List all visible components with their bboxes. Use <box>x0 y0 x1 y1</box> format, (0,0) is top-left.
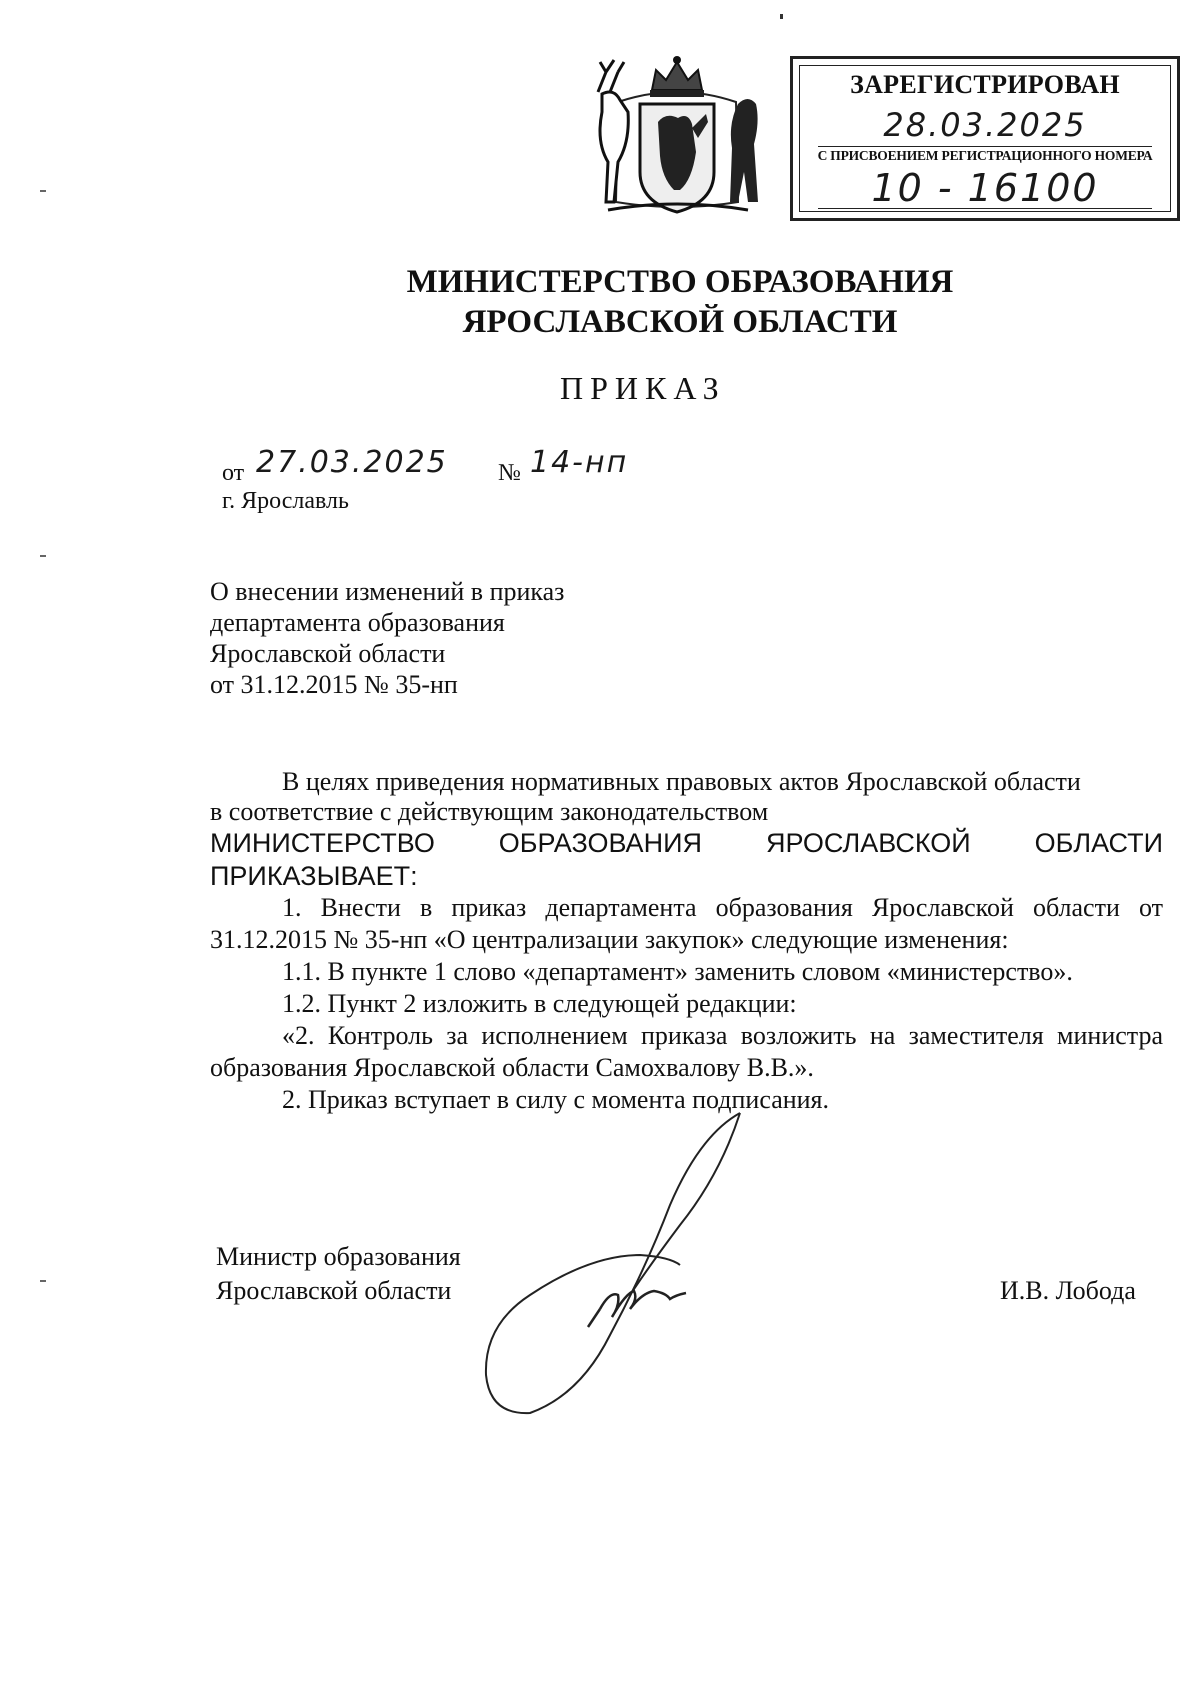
stamp-number-line <box>818 208 1152 209</box>
stamp-subtitle: С ПРИСВОЕНИЕМ РЕГИСТРАЦИОННОГО НОМЕРА <box>817 148 1153 163</box>
handwritten-signature <box>470 1095 770 1425</box>
city: г. Ярославль <box>222 488 349 514</box>
order-date-handwritten: 27.03.2025 <box>256 445 448 480</box>
signatory-name: И.В. Лобода <box>1000 1276 1136 1305</box>
item-1-2-quote: «2. Контроль за исполнением приказа возложить на заместителя министра образования Ярославской области Самохвалову В.В.». <box>210 1021 1163 1082</box>
signatory-position-line-2: Ярославской области <box>216 1276 452 1305</box>
preamble-line-1: В целях приведения нормативных правовых актов Ярославской области <box>282 767 1081 796</box>
date-prefix: от <box>222 460 245 486</box>
stamp-registration-number: 10 - 16100 <box>871 166 1099 210</box>
stamp-registration-date: 28.03.2025 <box>883 106 1087 144</box>
preamble-line-2: в соответствие с действующим законодательством <box>210 797 769 826</box>
subject-line-1: О внесении изменений в приказ <box>210 577 565 606</box>
ministry-name-line-1: МИНИСТЕРСТВО ОБРАЗОВАНИЯ <box>406 264 954 300</box>
stamp-date-line <box>818 146 1152 147</box>
item-2: 2. Приказ вступает в силу с момента подписания. <box>282 1085 830 1114</box>
signatory-position-line-1: Министр образования <box>216 1242 461 1271</box>
number-prefix: № <box>498 460 521 486</box>
item-1: 1. Внести в приказ департамента образования Ярославской области от 31.12.2015 № 35-нп «О централизации закупок» следующие изменения: <box>210 893 1163 954</box>
item-1-1: 1.1. В пункте 1 слово «департамент» заменить словом «министерство». <box>282 957 1073 986</box>
orders-word: ПРИКАЗЫВАЕТ: <box>210 861 418 891</box>
margin-mark <box>40 190 46 192</box>
margin-mark <box>40 555 46 557</box>
margin-mark <box>780 14 783 19</box>
ordering-party <box>210 826 1163 860</box>
stamp-title: ЗАРЕГИСТРИРОВАН <box>850 70 1120 99</box>
order-subject <box>210 576 730 700</box>
signatory-position <box>216 1240 461 1308</box>
order-body <box>210 766 1163 1116</box>
subject-line-4: от 31.12.2015 № 35-нп <box>210 670 458 699</box>
ordering-party-text: МИНИСТЕРСТВО ОБРАЗОВАНИЯ ЯРОСЛАВСКОЙ ОБЛАСТИ <box>210 828 1163 858</box>
margin-mark <box>40 1280 46 1282</box>
item-1-2: 1.2. Пункт 2 изложить в следующей редакции: <box>282 989 797 1018</box>
coat-of-arms-emblem <box>588 52 766 220</box>
subject-line-2: департамента образования <box>210 608 505 637</box>
subject-line-3: Ярославской области <box>210 639 446 668</box>
registration-stamp <box>790 56 1180 221</box>
document-type-title: ПРИКАЗ <box>560 370 726 406</box>
order-number-handwritten: 14-нп <box>530 445 629 480</box>
ministry-name-line-2: ЯРОСЛАВСКОЙ ОБЛАСТИ <box>462 304 898 340</box>
